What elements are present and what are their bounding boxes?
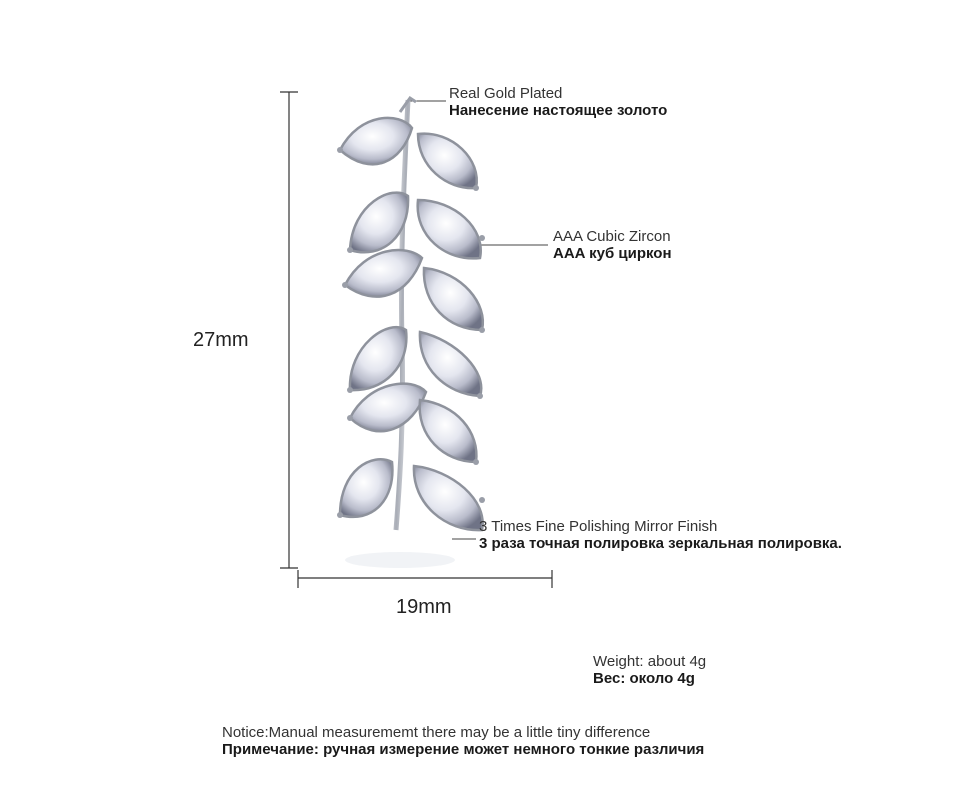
plating-label-ru: Нанесение настоящее золото [449,102,668,119]
stones-label-ru: AAA куб циркон [553,245,672,262]
weight-label-ru: Вес: около 4g [593,670,695,687]
notice-text-ru: Примечание: ручная измерение может немного тонкие различия [222,741,705,758]
plating-label-en: Real Gold Plated [449,85,563,102]
notice [222,724,704,758]
width-dimension-line [298,570,552,588]
finish-label-en: 3 Times Fine Polishing Mirror Finish [479,518,718,535]
finish-callout [479,518,842,552]
height-dimension-label: 27mm [193,329,249,351]
weight-info [593,653,706,687]
height-dimension-line [280,92,298,568]
width-dimension-label: 19mm [396,596,452,618]
stones-callout [553,228,672,262]
notice-text-en: Notice:Manual measurememt there may be a little tiny difference [222,724,651,741]
stones-label-en: AAA Cubic Zircon [553,228,671,245]
finish-label-ru: 3 раза точная полировка зеркальная полировка. [479,535,842,552]
earring-image [337,98,485,568]
plating-callout [449,85,667,119]
weight-label-en: Weight: about 4g [593,653,707,670]
